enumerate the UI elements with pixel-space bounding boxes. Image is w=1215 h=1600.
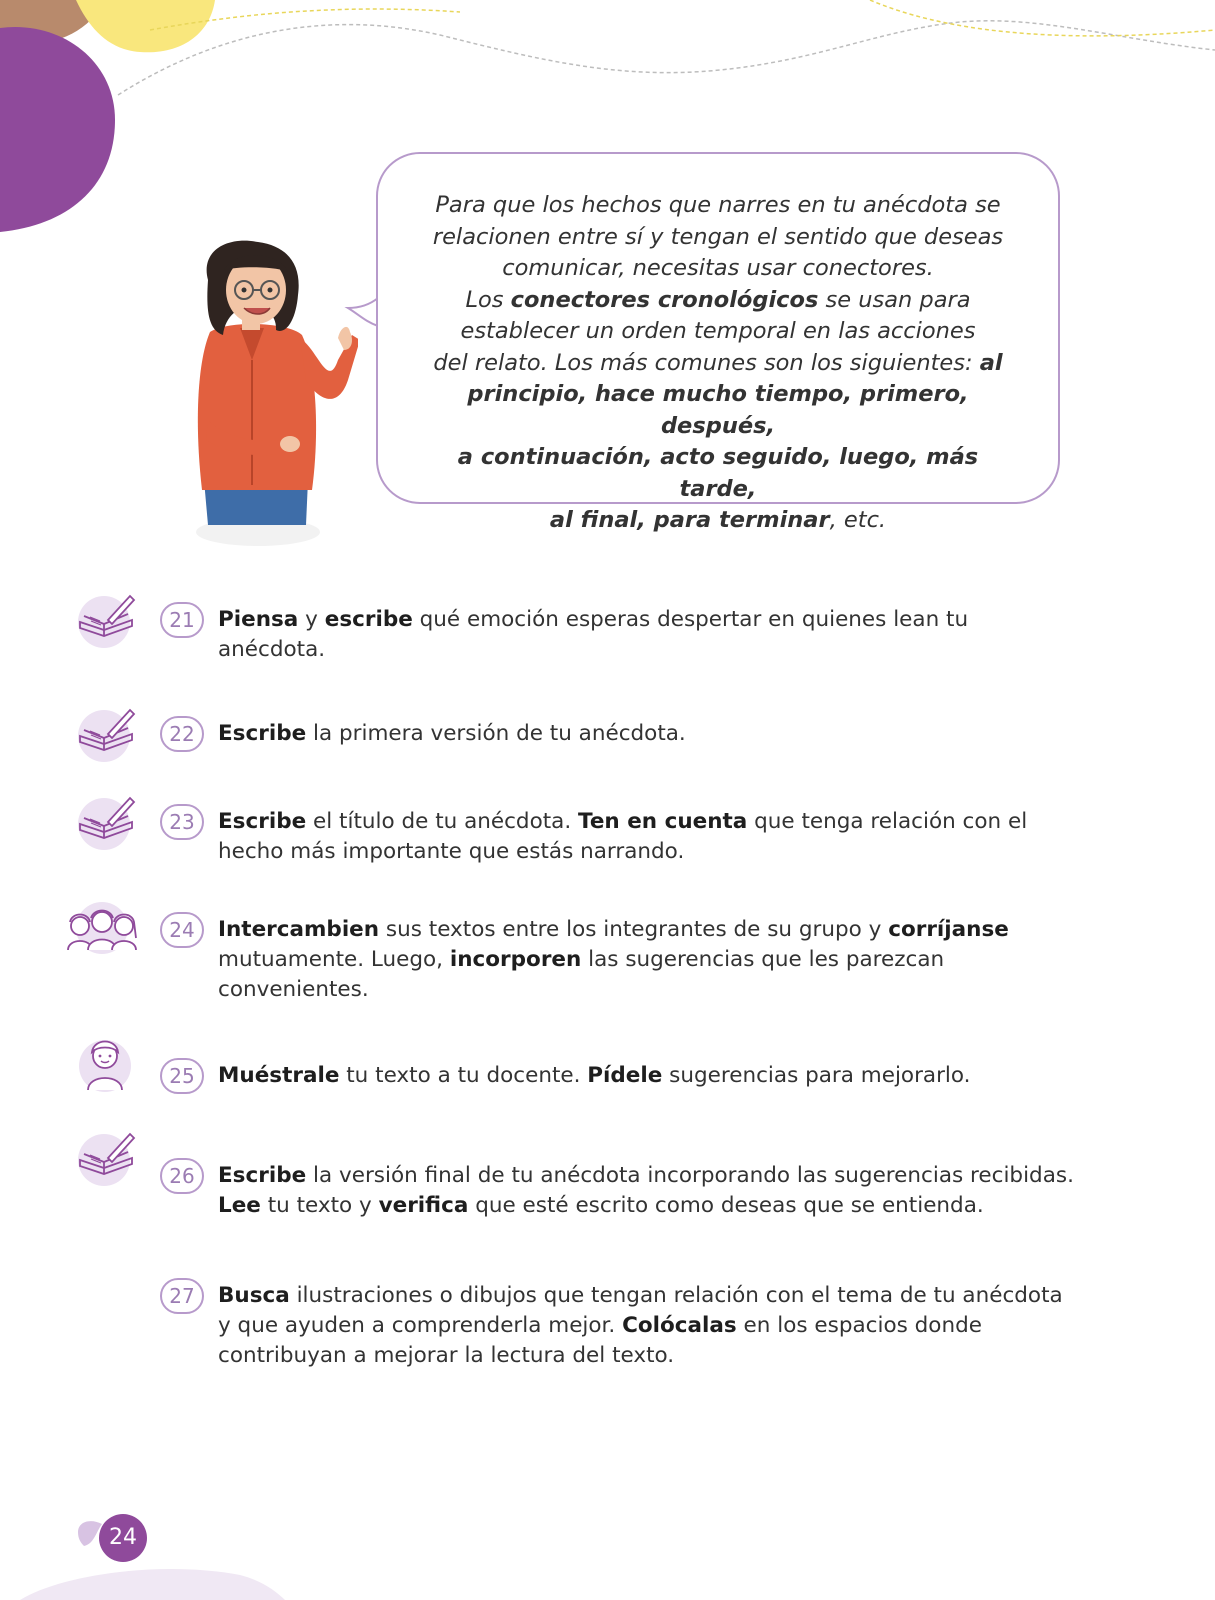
- task-number: 21: [160, 602, 204, 638]
- task-text-run: que tenga relación con el: [747, 809, 1028, 834]
- bubble-bold-text: conectores cronológicos: [510, 286, 819, 313]
- bubble-line: [418, 442, 1018, 505]
- task-keyword: Intercambien: [218, 917, 380, 942]
- task-number: 24: [160, 912, 204, 948]
- task-text-run: en los espacios donde: [736, 1313, 982, 1338]
- teacher-icon: [74, 1032, 136, 1094]
- task-number: 26: [160, 1158, 204, 1194]
- task-text: [218, 719, 1118, 749]
- task-text-run: y: [298, 607, 325, 632]
- task-keyword: Lee: [218, 1193, 261, 1218]
- task-keyword: Busca: [218, 1283, 290, 1308]
- bubble-line: [418, 285, 1018, 317]
- task-text-run: sus textos entre los integrantes de su grupo y: [379, 917, 889, 942]
- task-text-run: que esté escrito como deseas que se entienda.: [468, 1193, 984, 1218]
- bubble-text: , etc.: [829, 507, 887, 533]
- task-text-run: tu texto a tu docente.: [339, 1063, 588, 1088]
- bubble-text: Los: [465, 286, 511, 313]
- writing-book-icon: [74, 792, 136, 850]
- page-number: 24: [99, 1514, 147, 1562]
- task-text: [218, 605, 1118, 665]
- writing-book-icon: [74, 704, 136, 762]
- bubble-bold-text: al final, para terminar: [549, 507, 830, 533]
- bubble-text: del relato. Los más comunes son los siguientes:: [433, 349, 980, 376]
- task-keyword: Pídele: [587, 1063, 663, 1088]
- task-text: [218, 1281, 1118, 1371]
- bubble-line: Para que los hechos que narres en tu anécdota se: [435, 192, 1001, 218]
- task-keyword: Muéstrale: [218, 1063, 340, 1088]
- task-keyword: Escribe: [218, 721, 307, 746]
- task-keyword: Escribe: [218, 809, 307, 834]
- bubble-bold-text: al: [979, 349, 1003, 376]
- task-keyword: verifica: [378, 1193, 469, 1218]
- task-text-run: mutuamente. Luego,: [218, 947, 450, 972]
- task-keyword: Ten en cuenta: [578, 809, 748, 834]
- task-text-run: ilustraciones o dibujos que tengan relación con el tema de tu anécdota: [289, 1283, 1063, 1308]
- task-keyword: incorporen: [449, 947, 582, 972]
- bubble-bold-text: a continuación, acto seguido, luego, más tarde,: [457, 444, 979, 502]
- speech-bubble: [376, 152, 1060, 533]
- task-text-line: anécdota.: [218, 637, 326, 662]
- task-keyword: corríjanse: [888, 917, 1009, 942]
- bubble-line: [418, 348, 1018, 380]
- bubble-line: relacionen entre sí y tengan el sentido que deseas: [432, 223, 1004, 250]
- bubble-text: se usan para: [818, 286, 971, 313]
- task-text-line: convenientes.: [218, 977, 369, 1002]
- task-text-run: el título de tu anécdota.: [306, 809, 579, 834]
- task-text-run: la primera versión de tu anécdota.: [306, 721, 686, 746]
- task-text: [218, 1161, 1118, 1221]
- task-number: 22: [160, 716, 204, 752]
- task-number: 25: [160, 1058, 204, 1094]
- task-number: 23: [160, 804, 204, 840]
- bubble-line: comunicar, necesitas usar conectores.: [502, 255, 934, 281]
- task-text-run: y que ayuden a comprenderla mejor.: [218, 1313, 623, 1338]
- bubble-line: [418, 505, 1018, 537]
- task-text-run: tu texto y: [260, 1193, 379, 1218]
- task-text: [218, 915, 1118, 1005]
- task-text-run: la versión final de tu anécdota incorporando las sugerencias recibidas.: [306, 1163, 1074, 1188]
- bubble-bold-text: principio, hace mucho tiempo, primero, después,: [467, 381, 969, 439]
- task-text-run: las sugerencias que les parezcan: [581, 947, 945, 972]
- task-keyword: Colócalas: [622, 1313, 737, 1338]
- writing-book-icon: [74, 590, 136, 648]
- task-keyword: Piensa: [218, 607, 299, 632]
- writing-book-icon: [74, 1128, 136, 1186]
- task-text-line: hecho más importante que estás narrando.: [218, 839, 685, 864]
- bubble-line: [418, 379, 1018, 442]
- bubble-line: establecer un orden temporal en las acciones: [460, 318, 976, 344]
- task-keyword: Escribe: [218, 1163, 307, 1188]
- task-number: 27: [160, 1278, 204, 1314]
- group-icon: [62, 900, 144, 958]
- task-text: [218, 1061, 1118, 1091]
- task-keyword: escribe: [324, 607, 413, 632]
- task-text-line: contribuyan a mejorar la lectura del texto.: [218, 1343, 675, 1368]
- task-text: [218, 807, 1118, 867]
- task-text-run: qué emoción esperas despertar en quienes lean tu: [412, 607, 969, 632]
- task-text-run: sugerencias para mejorarlo.: [662, 1063, 971, 1088]
- teacher-illustration: [188, 240, 358, 550]
